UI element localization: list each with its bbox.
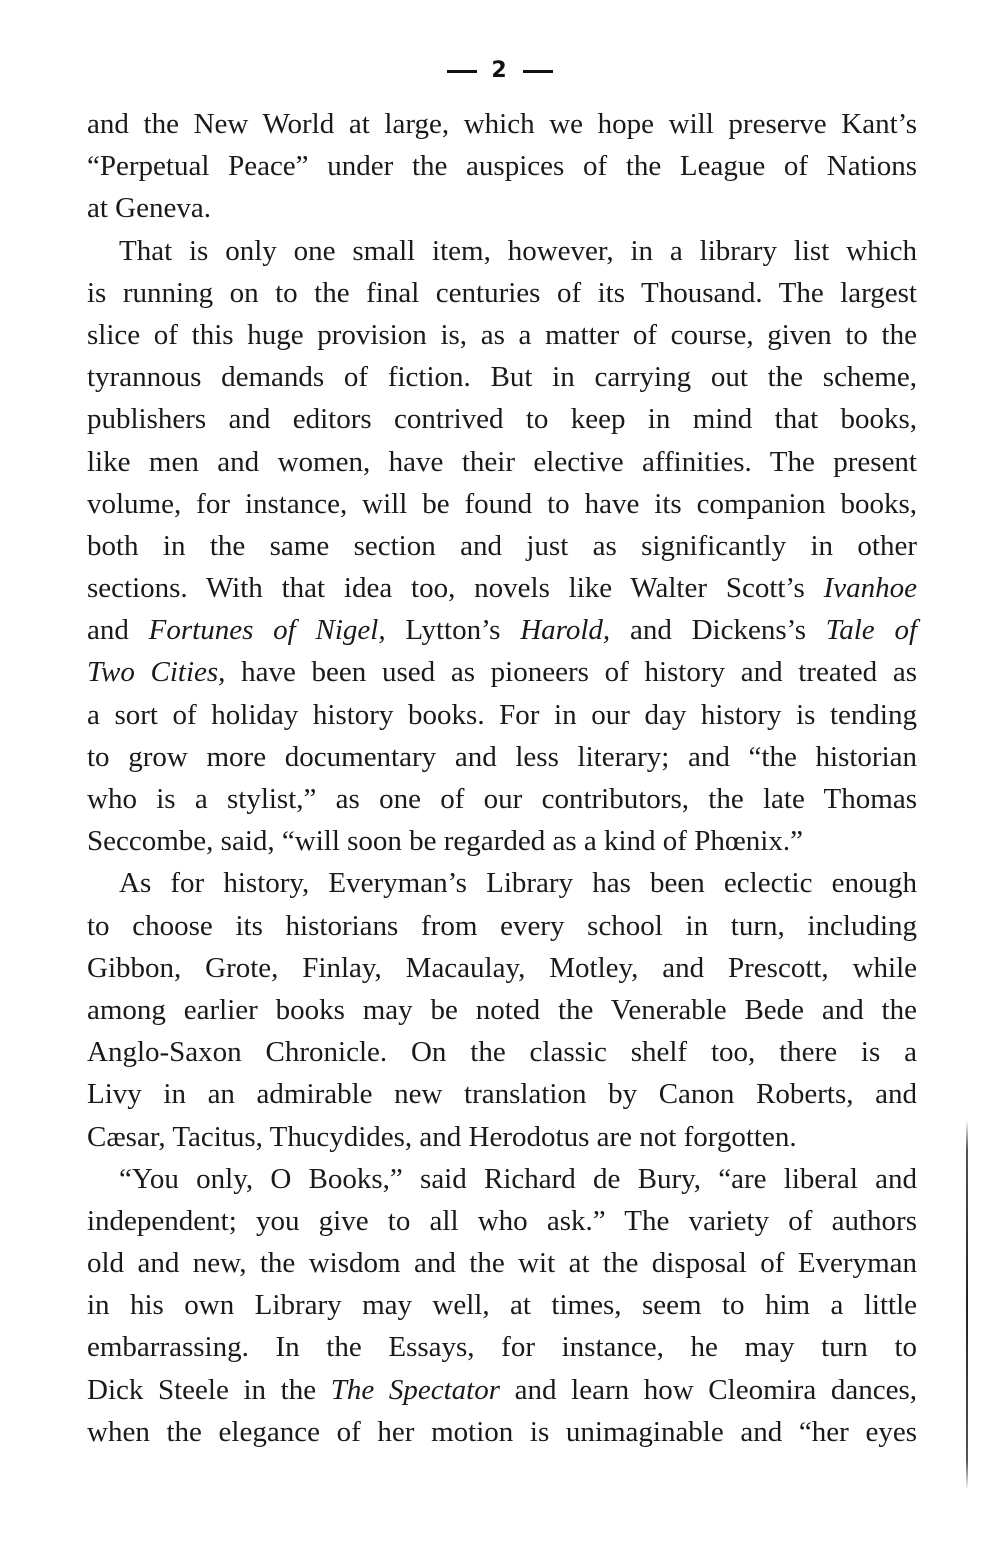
text-line — [87, 778, 917, 820]
paragraph — [87, 862, 917, 1157]
text-run: and the New World at large, which we hope will preserve Kant’s — [87, 108, 917, 140]
text-run: like men and women, have their elective affinities. The present — [87, 445, 917, 478]
text-line — [87, 1031, 917, 1073]
text-line — [87, 989, 917, 1031]
text-run: embarrassing. In the Essays, for instance, he may turn to — [87, 1331, 917, 1364]
italic-title: Tale of — [825, 614, 918, 647]
text-run: Lytton’s — [385, 614, 521, 647]
italic-title: The Spectator — [330, 1373, 501, 1406]
text-run: who is a stylist,” as one of our contributors, the late Thomas — [87, 783, 917, 815]
body-text — [87, 103, 917, 1453]
text-run: Seccombe, said, “will soon be regarded as a kind of Phœnix.” — [87, 825, 803, 858]
text-run: tyrannous demands of fiction. But in carrying out the scheme, — [87, 361, 917, 394]
paragraph — [87, 103, 917, 230]
text-run: both in the same section and just as significantly in other — [87, 529, 917, 562]
page-number: 2 — [491, 58, 509, 83]
page-number-header — [0, 58, 1000, 83]
text-line — [87, 1158, 917, 1200]
text-run: and — [87, 614, 149, 647]
text-line — [87, 1369, 917, 1411]
text-run: and Dickens’s — [610, 614, 826, 647]
text-line — [87, 694, 917, 736]
text-line — [87, 398, 917, 440]
text-line — [87, 1242, 917, 1284]
text-line — [87, 1284, 917, 1326]
text-run: “You only, O Books,” said Richard de Bury, “are liberal and — [119, 1162, 917, 1195]
text-line — [87, 736, 917, 778]
text-line — [87, 483, 917, 525]
text-line — [87, 145, 917, 187]
text-run: in his own Library may well, at times, seem to him a little — [87, 1289, 917, 1322]
margin-scan-line — [966, 1120, 968, 1490]
italic-title: Ivanhoe — [823, 572, 917, 605]
text-line — [87, 862, 917, 904]
italic-title: Two Cities, — [87, 656, 226, 689]
text-line — [87, 525, 917, 567]
text-line — [87, 905, 917, 947]
italic-title: Fortunes of Nigel, — [148, 614, 386, 647]
text-run: Gibbon, Grote, Finlay, Macaulay, Motley, and Prescott, while — [87, 951, 917, 984]
text-run: Anglo-Saxon Chronicle. On the classic shelf too, there is a — [87, 1036, 917, 1069]
text-run: to choose its historians from every school in turn, including — [87, 909, 917, 942]
text-run: at Geneva. — [87, 192, 211, 225]
text-line — [87, 820, 917, 862]
text-run: volume, for instance, will be found to have its companion books, — [87, 487, 917, 520]
left-dash — [447, 70, 477, 73]
text-run: is running on to the final centuries of its Thousand. The largest — [87, 276, 917, 309]
text-run: “Perpetual Peace” under the auspices of the League of Nations — [87, 150, 917, 183]
text-run: That is only one small item, however, in a library list which — [119, 234, 917, 267]
text-run: publishers and editors contrived to keep in mind that books, — [87, 403, 917, 436]
text-line — [87, 272, 917, 314]
text-run: a sort of holiday history books. For in our day history is tending — [87, 698, 917, 731]
text-line — [87, 1411, 917, 1453]
text-run: among earlier books may be noted the Venerable Bede and the — [87, 993, 917, 1026]
text-line — [87, 1116, 917, 1158]
text-run: have been used as pioneers of history and treated as — [225, 656, 917, 689]
right-dash — [523, 70, 553, 73]
text-run: slice of this huge provision is, as a matter of course, given to the — [87, 318, 917, 351]
text-line — [87, 567, 917, 609]
paragraph — [87, 230, 917, 863]
text-line — [87, 1073, 917, 1115]
text-run: old and new, the wisdom and the wit at the disposal of Everyman — [87, 1247, 917, 1280]
text-run: when the elegance of her motion is unimaginable and “her eyes — [87, 1415, 917, 1448]
text-line — [87, 947, 917, 989]
text-line — [87, 651, 917, 693]
text-line — [87, 103, 917, 145]
text-line — [87, 187, 917, 229]
text-run: As for history, Everyman’s Library has been eclectic enough — [119, 867, 917, 900]
text-line — [87, 1200, 917, 1242]
paragraph — [87, 1158, 917, 1453]
text-line — [87, 356, 917, 398]
text-run: to grow more documentary and less literary; and “the historian — [87, 740, 917, 773]
text-run: Livy in an admirable new translation by Canon Roberts, and — [87, 1078, 917, 1111]
text-line — [87, 230, 917, 272]
italic-title: Harold, — [520, 614, 611, 647]
text-line — [87, 314, 917, 356]
text-run: Cæsar, Tacitus, Thucydides, and Herodotus are not forgotten. — [87, 1120, 797, 1153]
text-run: Dick Steele in the — [87, 1373, 331, 1406]
text-line — [87, 609, 917, 651]
text-line — [87, 1326, 917, 1368]
text-run: sections. With that idea too, novels like Walter Scott’s — [87, 572, 824, 605]
text-run: independent; you give to all who ask.” The variety of authors — [87, 1204, 917, 1237]
text-run: and learn how Cleomira dances, — [500, 1373, 917, 1406]
text-line — [87, 441, 917, 483]
